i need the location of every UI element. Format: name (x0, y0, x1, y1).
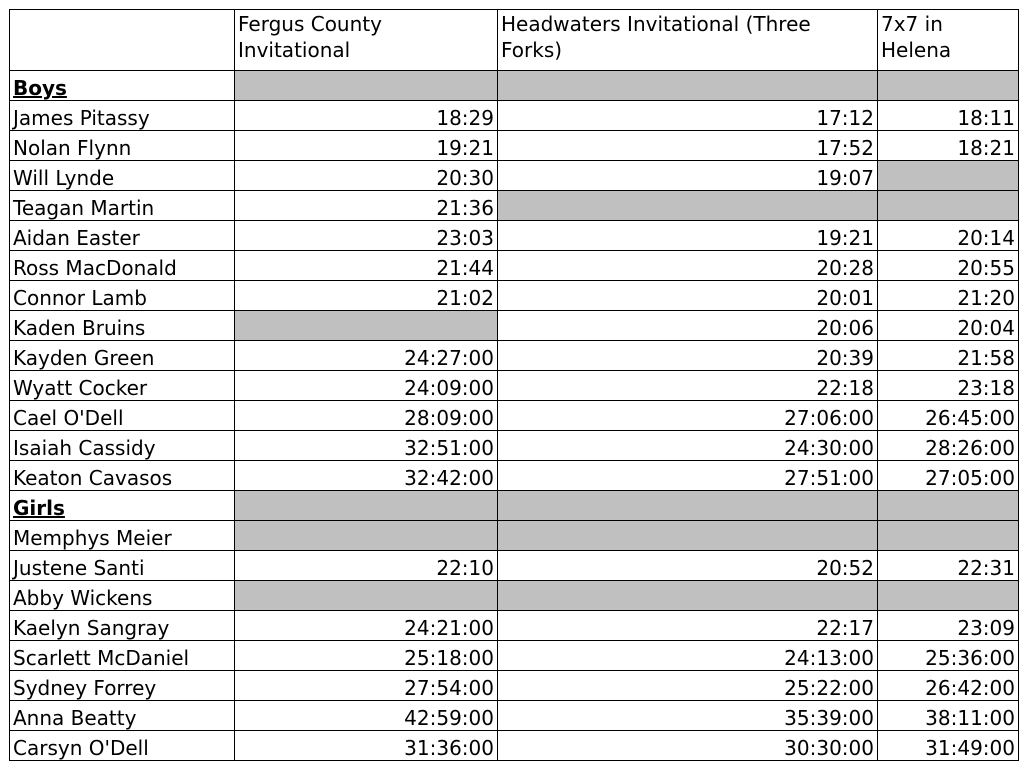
helena-time-cell[interactable]: 27:05:00 (878, 461, 1019, 491)
headwaters-time-cell[interactable]: 20:52 (498, 551, 878, 581)
athlete-name-cell[interactable]: Isaiah Cassidy (10, 431, 235, 461)
results-table-body (10, 10, 1019, 761)
athlete-name-cell[interactable]: Aidan Easter (10, 221, 235, 251)
header-cell-name[interactable] (10, 10, 235, 71)
headwaters-time-cell[interactable] (498, 581, 878, 611)
athlete-name-cell[interactable]: Nolan Flynn (10, 131, 235, 161)
headwaters-time-cell[interactable]: 17:12 (498, 101, 878, 131)
headwaters-time-cell[interactable]: 17:52 (498, 131, 878, 161)
headwaters-time-cell[interactable]: 24:30:00 (498, 431, 878, 461)
fergus-county-time-cell[interactable]: 21:36 (235, 191, 498, 221)
helena-time-cell[interactable]: 25:36:00 (878, 641, 1019, 671)
results-table (9, 9, 1019, 761)
athlete-name-cell[interactable]: Abby Wickens (10, 581, 235, 611)
athlete-row (10, 221, 1019, 251)
helena-time-cell[interactable]: 18:11 (878, 101, 1019, 131)
fergus-county-time-cell[interactable]: 23:03 (235, 221, 498, 251)
athlete-name-cell[interactable]: Memphys Meier (10, 521, 235, 551)
headwaters-time-cell[interactable]: 27:06:00 (498, 401, 878, 431)
athlete-row (10, 701, 1019, 731)
headwaters-time-cell[interactable]: 22:17 (498, 611, 878, 641)
athlete-name-cell[interactable]: Anna Beatty (10, 701, 235, 731)
helena-time-cell[interactable]: 38:11:00 (878, 701, 1019, 731)
athlete-name-cell[interactable]: Carsyn O'Dell (10, 731, 235, 761)
athlete-row (10, 311, 1019, 341)
helena-time-cell[interactable] (878, 191, 1019, 221)
athlete-name-cell[interactable]: Kaelyn Sangray (10, 611, 235, 641)
athlete-name-cell[interactable]: Keaton Cavasos (10, 461, 235, 491)
helena-time-cell[interactable]: 18:21 (878, 131, 1019, 161)
helena-time-cell[interactable]: 23:09 (878, 611, 1019, 641)
fergus-county-time-cell[interactable]: 20:30 (235, 161, 498, 191)
helena-time-cell[interactable] (878, 71, 1019, 101)
athlete-row (10, 581, 1019, 611)
fergus-county-time-cell[interactable]: 42:59:00 (235, 701, 498, 731)
fergus-county-time-cell[interactable]: 24:21:00 (235, 611, 498, 641)
headwaters-time-cell[interactable] (498, 521, 878, 551)
headwaters-time-cell[interactable]: 20:28 (498, 251, 878, 281)
helena-time-cell[interactable]: 20:14 (878, 221, 1019, 251)
helena-time-cell[interactable]: 23:18 (878, 371, 1019, 401)
header-row (10, 10, 1019, 71)
athlete-name-cell[interactable]: Cael O'Dell (10, 401, 235, 431)
athlete-row (10, 401, 1019, 431)
section-row (10, 491, 1019, 521)
athlete-row (10, 551, 1019, 581)
helena-time-cell[interactable]: 21:58 (878, 341, 1019, 371)
fergus-county-time-cell[interactable]: 21:44 (235, 251, 498, 281)
fergus-county-time-cell[interactable]: 22:10 (235, 551, 498, 581)
athlete-name-cell[interactable]: Kaden Bruins (10, 311, 235, 341)
athlete-name-cell[interactable]: James Pitassy (10, 101, 235, 131)
athlete-row (10, 101, 1019, 131)
athlete-name-cell[interactable]: Ross MacDonald (10, 251, 235, 281)
athlete-row (10, 371, 1019, 401)
athlete-row (10, 461, 1019, 491)
helena-time-cell[interactable] (878, 581, 1019, 611)
headwaters-time-cell[interactable]: 35:39:00 (498, 701, 878, 731)
fergus-county-time-cell[interactable]: 24:09:00 (235, 371, 498, 401)
athlete-name-cell[interactable]: Justene Santi (10, 551, 235, 581)
helena-time-cell[interactable] (878, 161, 1019, 191)
header-cell-fergus-county[interactable]: Fergus County Invitational (235, 10, 498, 71)
athlete-row (10, 641, 1019, 671)
headwaters-time-cell[interactable] (498, 71, 878, 101)
athlete-name-cell[interactable]: Teagan Martin (10, 191, 235, 221)
fergus-county-time-cell[interactable] (235, 311, 498, 341)
helena-time-cell[interactable]: 20:04 (878, 311, 1019, 341)
fergus-county-time-cell[interactable] (235, 581, 498, 611)
fergus-county-time-cell[interactable]: 27:54:00 (235, 671, 498, 701)
header-cell-7x7-helena[interactable]: 7x7 in Helena (878, 10, 1019, 71)
athlete-name-cell[interactable]: Kayden Green (10, 341, 235, 371)
headwaters-time-cell[interactable] (498, 491, 878, 521)
headwaters-time-cell[interactable]: 20:06 (498, 311, 878, 341)
headwaters-time-cell[interactable]: 19:21 (498, 221, 878, 251)
helena-time-cell[interactable]: 28:26:00 (878, 431, 1019, 461)
fergus-county-time-cell[interactable]: 21:02 (235, 281, 498, 311)
helena-time-cell[interactable] (878, 521, 1019, 551)
headwaters-time-cell[interactable]: 19:07 (498, 161, 878, 191)
fergus-county-time-cell[interactable] (235, 71, 498, 101)
helena-time-cell[interactable]: 31:49:00 (878, 731, 1019, 761)
helena-time-cell[interactable]: 20:55 (878, 251, 1019, 281)
section-row (10, 71, 1019, 101)
helena-time-cell[interactable]: 21:20 (878, 281, 1019, 311)
athlete-row (10, 161, 1019, 191)
athlete-row (10, 341, 1019, 371)
athlete-row (10, 731, 1019, 761)
section-label[interactable]: Boys (10, 71, 235, 101)
headwaters-time-cell[interactable]: 27:51:00 (498, 461, 878, 491)
headwaters-time-cell[interactable]: 20:01 (498, 281, 878, 311)
fergus-county-time-cell[interactable]: 25:18:00 (235, 641, 498, 671)
athlete-name-cell[interactable]: Wyatt Cocker (10, 371, 235, 401)
athlete-name-cell[interactable]: Sydney Forrey (10, 671, 235, 701)
athlete-row (10, 671, 1019, 701)
headwaters-time-cell[interactable] (498, 191, 878, 221)
fergus-county-time-cell[interactable] (235, 521, 498, 551)
section-label[interactable]: Girls (10, 491, 235, 521)
helena-time-cell[interactable]: 22:31 (878, 551, 1019, 581)
fergus-county-time-cell[interactable]: 31:36:00 (235, 731, 498, 761)
athlete-row (10, 431, 1019, 461)
athlete-row (10, 191, 1019, 221)
athlete-row (10, 281, 1019, 311)
fergus-county-time-cell[interactable]: 28:09:00 (235, 401, 498, 431)
fergus-county-time-cell[interactable] (235, 491, 498, 521)
headwaters-time-cell[interactable]: 20:39 (498, 341, 878, 371)
athlete-row (10, 521, 1019, 551)
athlete-name-cell[interactable]: Scarlett McDaniel (10, 641, 235, 671)
athlete-name-cell[interactable]: Connor Lamb (10, 281, 235, 311)
headwaters-time-cell[interactable]: 30:30:00 (498, 731, 878, 761)
helena-time-cell[interactable]: 26:45:00 (878, 401, 1019, 431)
helena-time-cell[interactable]: 26:42:00 (878, 671, 1019, 701)
header-cell-headwaters[interactable]: Headwaters Invitational (Three Forks) (498, 10, 878, 71)
fergus-county-time-cell[interactable]: 32:51:00 (235, 431, 498, 461)
headwaters-time-cell[interactable]: 24:13:00 (498, 641, 878, 671)
helena-time-cell[interactable] (878, 491, 1019, 521)
headwaters-time-cell[interactable]: 25:22:00 (498, 671, 878, 701)
fergus-county-time-cell[interactable]: 32:42:00 (235, 461, 498, 491)
headwaters-time-cell[interactable]: 22:18 (498, 371, 878, 401)
fergus-county-time-cell[interactable]: 24:27:00 (235, 341, 498, 371)
athlete-row (10, 251, 1019, 281)
athlete-name-cell[interactable]: Will Lynde (10, 161, 235, 191)
athlete-row (10, 611, 1019, 641)
fergus-county-time-cell[interactable]: 18:29 (235, 101, 498, 131)
fergus-county-time-cell[interactable]: 19:21 (235, 131, 498, 161)
athlete-row (10, 131, 1019, 161)
